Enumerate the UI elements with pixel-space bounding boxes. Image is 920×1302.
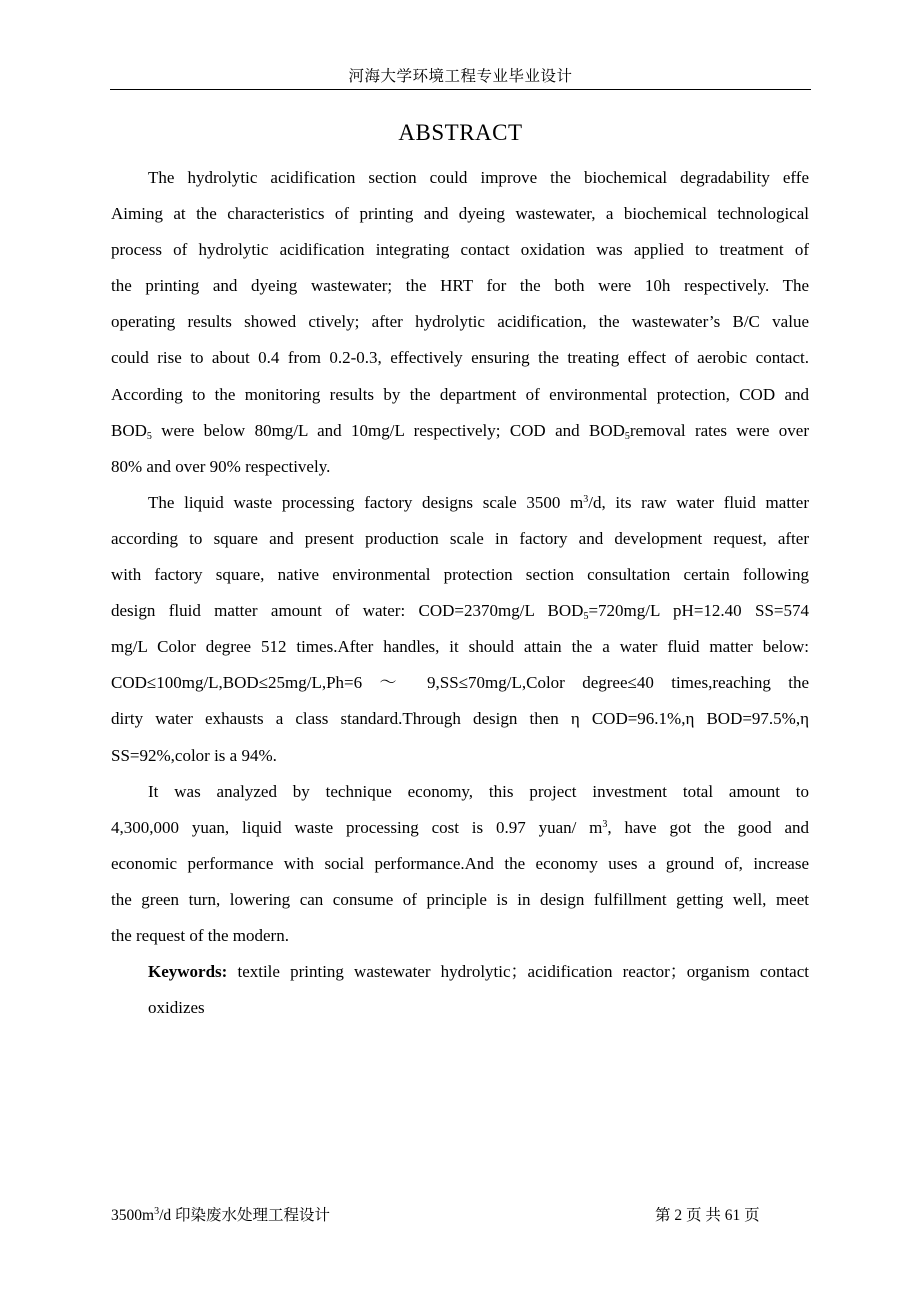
text-line xyxy=(111,485,809,521)
text-line: operating results showed ctively; after hydrolytic acidification, the wastewater’s B/C value xyxy=(111,312,809,332)
text-line: dirty water exhausts a class standard.Through design then η COD=96.1%,η BOD=97.5%,η xyxy=(111,709,809,729)
text-line: According to the monitoring results by the department of environmental protection, COD and xyxy=(111,384,809,404)
text-run: The liquid waste processing factory designs scale 3500 m xyxy=(148,492,584,512)
text-line: 80% and over 90% respectively. xyxy=(111,456,331,476)
text-line: SS=92%,color is a 94%. xyxy=(111,745,277,765)
abstract-body xyxy=(111,160,809,1026)
text-run: 3500m xyxy=(111,1207,155,1224)
subscript: 5 xyxy=(146,430,152,442)
page-number: 第 2 页 共 61 页 xyxy=(655,1207,760,1224)
text-line: with factory square, native environmental protection section consultation certain following xyxy=(111,565,809,585)
superscript: 3 xyxy=(583,493,589,505)
text-line: the printing and dyeing wastewater; the HRT for the both were 10h respectively. The xyxy=(111,276,809,296)
text-line xyxy=(111,593,809,629)
keywords-paragraph xyxy=(111,954,809,1026)
keywords-label: Keywords: xyxy=(148,962,228,982)
text-run: were below 80mg/L and 10mg/L respectively; COD and BOD xyxy=(151,420,625,440)
paragraph-2 xyxy=(111,485,809,774)
text-line: economic performance with social performance.And the economy uses a ground of, increase xyxy=(111,853,809,873)
text-line: process of hydrolytic acidification integrating contact oxidation was applied to treatment of xyxy=(111,240,809,260)
text-line: the green turn, lowering can consume of principle is in design fulfillment getting well, meet xyxy=(111,889,809,909)
text-run: 4,300,000 yuan, liquid waste processing cost is 0.97 yuan/ m xyxy=(111,817,603,837)
text-run: /d, its raw water fluid matter xyxy=(588,492,809,512)
superscript: 3 xyxy=(602,818,608,830)
text-line xyxy=(111,413,809,449)
header-rule xyxy=(110,89,811,90)
text-run: design fluid matter amount of water: COD=2370mg/L BOD xyxy=(111,601,584,621)
text-line: mg/L Color degree 512 times.After handles, it should attain the a water fluid matter below: xyxy=(111,637,809,657)
text-run: removal rates were over xyxy=(629,420,810,440)
text-run: /d 印染废水处理工程设计 xyxy=(159,1207,330,1224)
text-line: It was analyzed by technique economy, this project investment total amount to xyxy=(148,781,809,801)
text-run: , have got the good and xyxy=(607,817,810,837)
text-line xyxy=(111,954,809,990)
subscript: 5 xyxy=(624,430,630,442)
text-line: Aiming at the characteristics of printing and dyeing wastewater, a biochemical technological xyxy=(111,204,809,224)
superscript: 3 xyxy=(154,1206,160,1217)
subscript: 5 xyxy=(583,611,589,623)
text-line: according to square and present production scale in factory and development request, after xyxy=(111,528,809,548)
page-header: 河海大学环境工程专业毕业设计 xyxy=(348,68,573,85)
keywords-text: textile printing wastewater hydrolytic；acidification reactor；organism contact xyxy=(227,962,809,982)
text-run: =720mg/L pH=12.40 SS=574 xyxy=(588,601,809,621)
text-line: oxidizes xyxy=(148,998,205,1018)
text-line: the request of the modern. xyxy=(111,925,289,945)
text-run: BOD xyxy=(111,420,147,440)
paragraph-3 xyxy=(111,774,809,954)
footer-title xyxy=(111,1203,330,1225)
text-line: The hydrolytic acidification section could improve the biochemical degradability effe xyxy=(148,168,809,187)
abstract-title: ABSTRACT xyxy=(398,120,523,145)
text-line: COD≤100mg/L,BOD≤25mg/L,Ph=6 ～ 9,SS≤70mg/L,Color degree≤40 times,reaching the xyxy=(111,673,809,693)
paragraph-1 xyxy=(111,160,809,485)
text-line xyxy=(111,810,809,846)
text-line: could rise to about 0.4 from 0.2-0.3, effectively ensuring the treating effect of aerobic contact. xyxy=(111,348,809,368)
